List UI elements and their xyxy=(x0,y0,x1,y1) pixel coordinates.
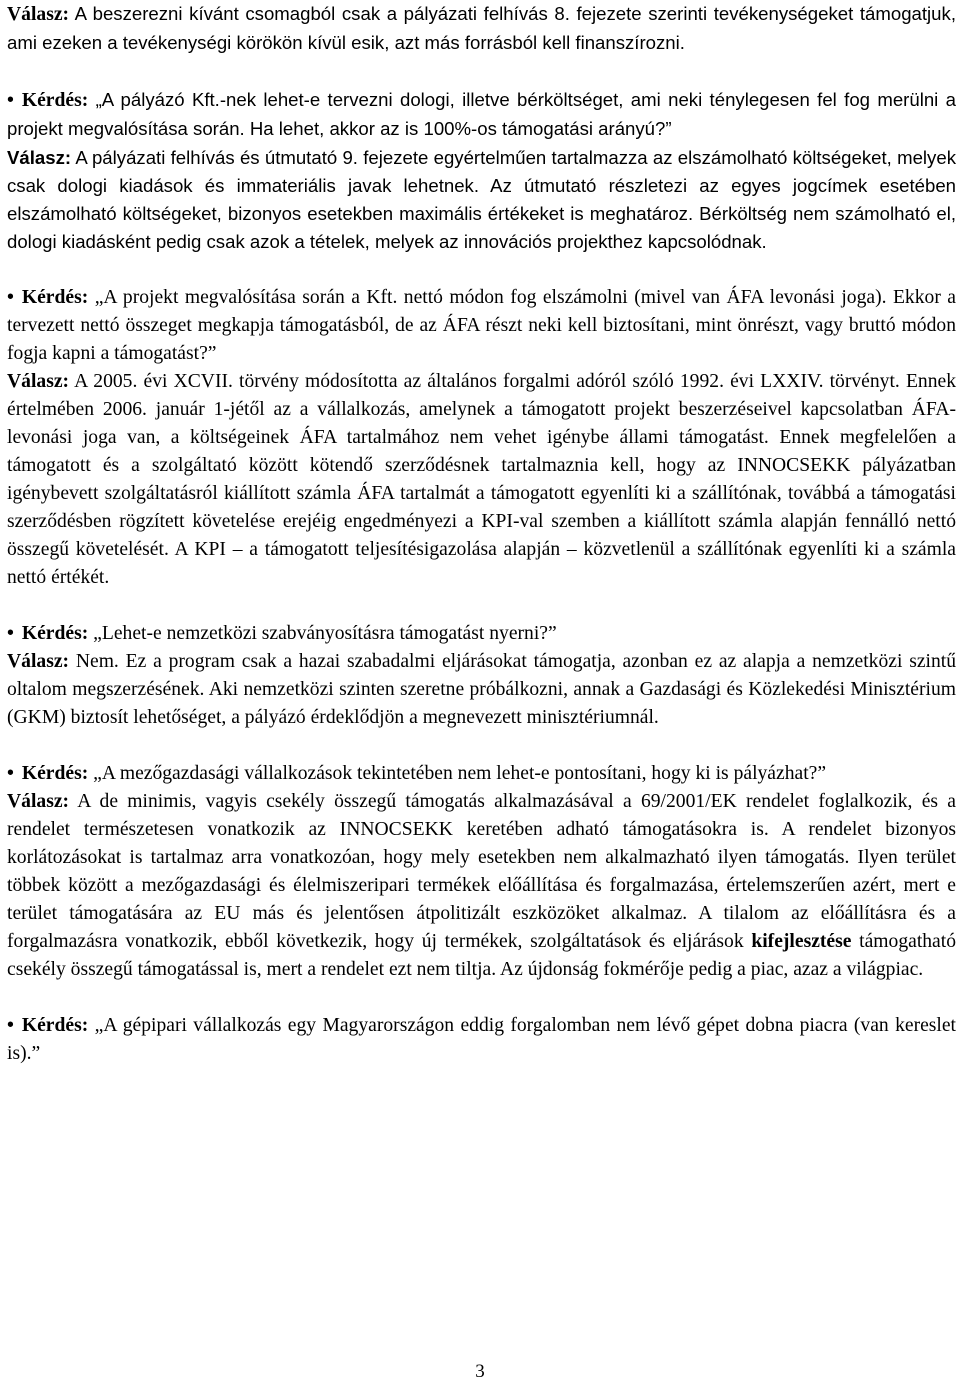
question-paragraph xyxy=(7,1012,956,1068)
bullet-icon: • xyxy=(7,90,14,111)
question-label: Kérdés: xyxy=(21,90,89,111)
page-number: 3 xyxy=(475,1361,485,1382)
answer-paragraph xyxy=(7,368,956,592)
answer-emphasis: kifejlesztése xyxy=(751,931,852,952)
answer-label: Válasz: xyxy=(7,651,70,672)
question-paragraph xyxy=(7,86,956,144)
question-text: „A gépipari vállalkozás egy Magyarországon eddig forgalomban nem lévő gépet dobna piacra (van kereslet is).” xyxy=(7,1015,956,1064)
question-paragraph xyxy=(7,760,956,788)
question-text: „A projekt megvalósítása során a Kft. nettó módon fog elszámolni (mivel van ÁFA levonási joga). Ekkor a tervezett nettó összeget megkapja támogatásból, de az ÁFA részt neki kell biztosítani, mint önrészt, vagy bruttó módon fogja kapni a támogatást?” xyxy=(7,287,956,364)
answer-text: A pályázati felhívás és útmutató 9. fejezete egyértelműen tartalmazza az elszámolható költségeket, melyek csak dologi kiadások és immateriális javak lehetnek. Az útmutató részletezi az egyes jogcímek esetében elszámolható költségeket, bizonyos esetekben maximális értékeket is meghatároz. Bérköltség nem számolható el, dologi kiadásként pedig csak azok a tételek, melyek az innovációs projekthez kapcsolódnak. xyxy=(7,147,956,252)
question-label: Kérdés: xyxy=(21,763,89,784)
answer-paragraph xyxy=(7,0,956,58)
answer-paragraph xyxy=(7,144,956,256)
question-text: „A pályázó Kft.-nek lehet-e tervezni dologi, illetve bérköltséget, ami neki ténylegesen fel fog merülni a projekt megvalósítása során. Ha lehet, akkor az is 100%-os támogatási arányú?” xyxy=(7,89,956,139)
question-text: „Lehet-e nemzetközi szabványosításra támogatást nyerni?” xyxy=(88,623,557,644)
question-paragraph xyxy=(7,284,956,368)
answer-paragraph xyxy=(7,648,956,732)
answer-text: A de minimis, vagyis csekély összegű támogatás alkalmazásával a 69/2001/EK rendelet foglalkozik, és a rendelet természetesen vonatkozik az INNOCSEKK keretében adható támogatásokra is. A rendelet bizonyos korlátozásokat is tartalmaz arra vonatkozóan, hogy mely esetekben nem alkalmazható ilyen támogatás. Ilyen terület többek között a mezőgazdasági és élelmiszeripari termékek előállítása és forgalmazása, értelemszerűen azért, mert e terület támogatására az EU más és jelentősen átpolitizált eszközöket alkalmaz. A tilalom az előállításra és a forgalmazásra vonatkozik, ebből következik, hogy új termékek, szolgáltatások és eljárások xyxy=(7,791,956,952)
answer-label: Válasz: xyxy=(7,791,70,812)
answer-text: támogatható csekély összegű támogatással is, mert a rendelet ezt nem tiltja. Az újdonság fokmérője pedig a piac, azaz a világpiac. xyxy=(7,931,956,980)
question-label: Kérdés: xyxy=(21,623,89,644)
bullet-icon: • xyxy=(7,1015,14,1036)
bullet-icon: • xyxy=(7,763,14,784)
answer-label: Válasz: xyxy=(7,4,70,25)
question-text: „A mezőgazdasági vállalkozások tekintetében nem lehet-e pontosítani, hogy ki is pályázhat?” xyxy=(88,763,827,784)
answer-text: Nem. Ez a program csak a hazai szabadalmi eljárásokat támogatja, azonban ez az alapja a nemzetközi szintű oltalom megszerzésének. Aki nemzetközi szinten szeretne próbálkozni, annak a Gazdasági és Közlekedési Minisztérium (GKM) biztosít lehetőséget, a pályázó érdeklődjön a megnevezett minisztériumnál. xyxy=(7,651,956,728)
answer-label: Válasz: xyxy=(7,147,72,168)
question-label: Kérdés: xyxy=(21,287,89,308)
answer-text: A beszerezni kívánt csomagból csak a pályázati felhívás 8. fejezete szerinti tevékenységeket támogatjuk, ami ezeken a tevékenységi körökön kívül esik, azt más forrásból kell finanszírozni. xyxy=(7,3,956,53)
answer-paragraph xyxy=(7,788,956,984)
bullet-icon: • xyxy=(7,623,14,644)
bullet-icon: • xyxy=(7,287,14,308)
question-paragraph xyxy=(7,620,956,648)
answer-text: A 2005. évi XCVII. törvény módosította az általános forgalmi adóról szóló 1992. évi LXXIV. törvényt. Ennek értelmében 2006. január 1-jétől az a vállalkozás, amelynek a támogatott projekt beszerzéseivel kapcsolatban ÁFA-levonási joga van, a költségeinek ÁFA tartalmához nem vehet igénybe állami támogatást. Ennek megfelelően a támogatott és a szolgáltató között kötendő szerződésnek tartalmaznia kell, hogy az INNOCSEKK pályázatban igénybevett szolgáltatásról kiállított számla ÁFA tartalmát a támogatott egyenlíti ki a szállítónak, továbbá a támogatási szerződésben rögzített követelése erejéig engedményezi a KPI-val szemben a kiállított számla alapján fennálló nettó összegű követelését. A KPI – a támogatott teljesítésigazolása alapján – közvetlenül a szállítónak egyenlíti ki a számla nettó értékét. xyxy=(7,371,956,588)
answer-label: Válasz: xyxy=(7,371,70,392)
question-label: Kérdés: xyxy=(21,1015,89,1036)
